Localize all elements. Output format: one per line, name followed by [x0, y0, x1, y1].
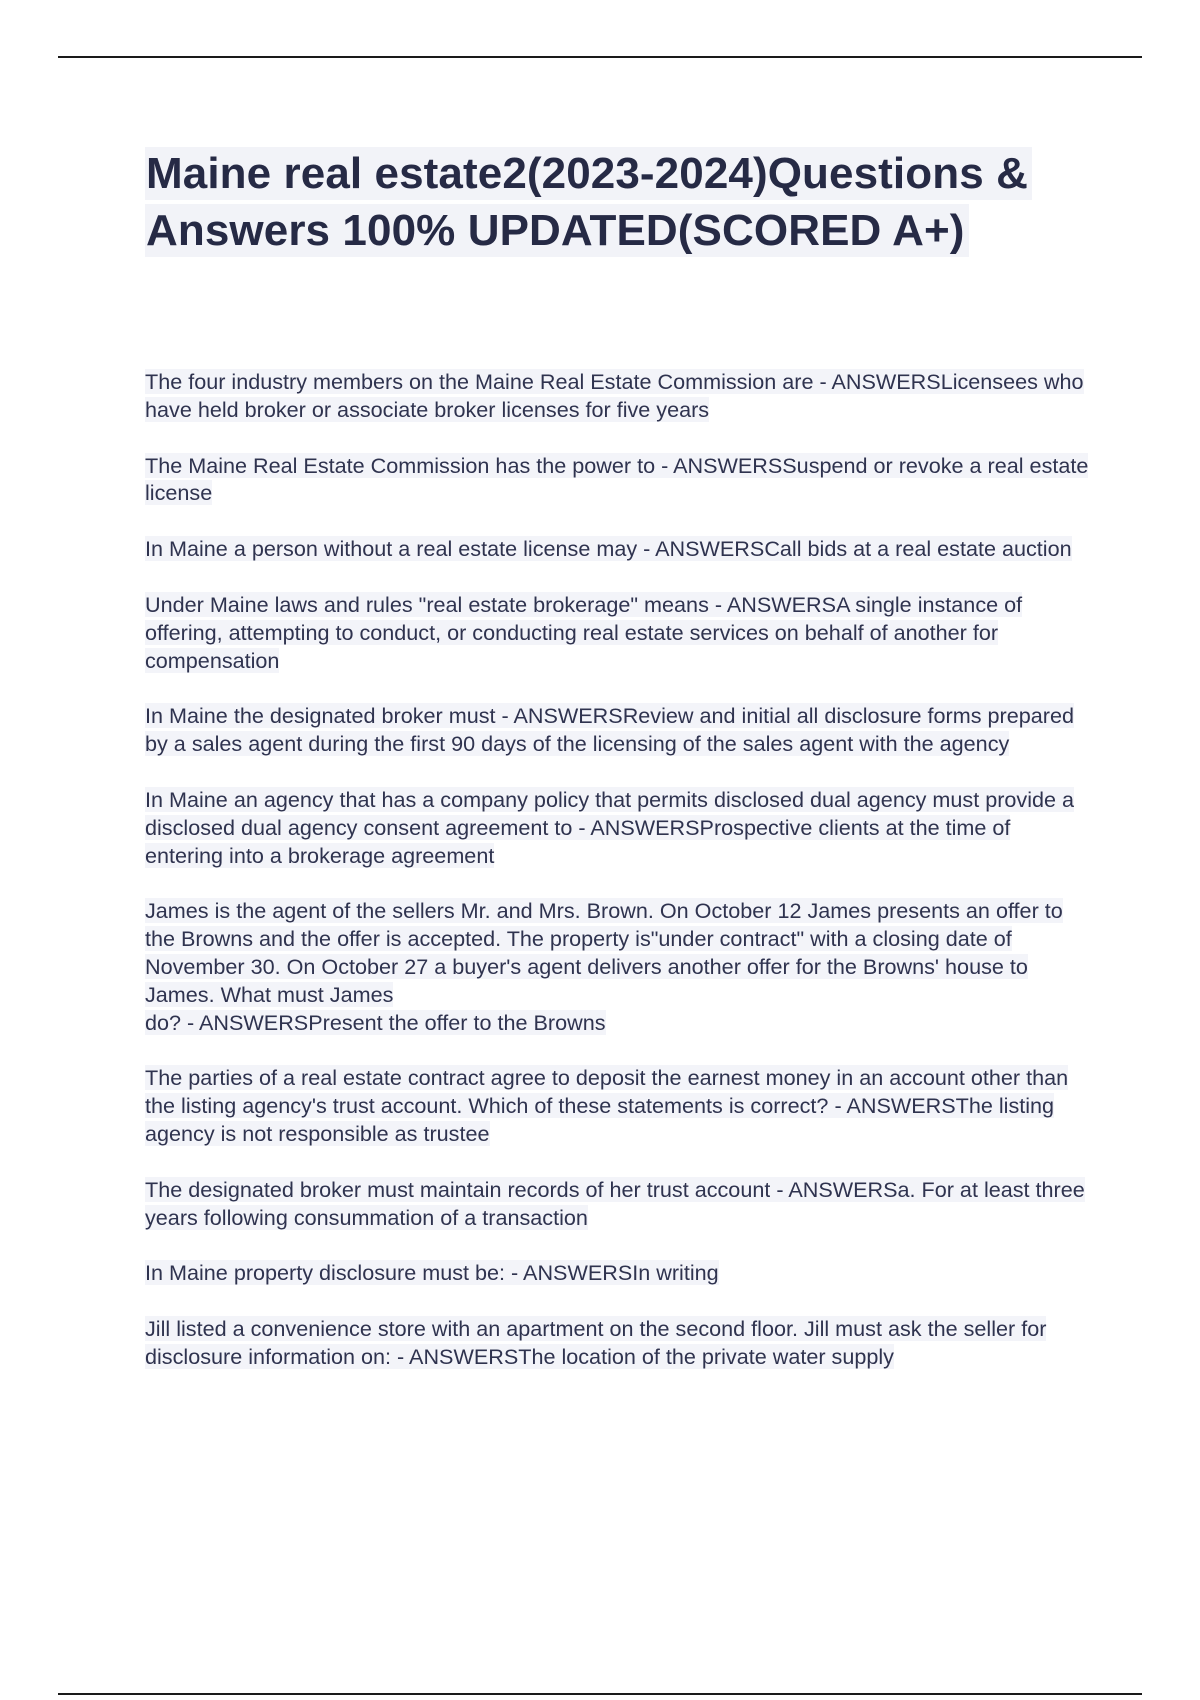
qa-item	[145, 1064, 1090, 1147]
qa-item-text	[145, 536, 1072, 561]
answer-separator: - ANSWERS	[505, 1260, 633, 1286]
qa-item	[145, 897, 1090, 1036]
bottom-rule	[58, 1693, 1142, 1695]
qa-item	[145, 535, 1090, 563]
answer-text: Call bids at a real estate auction	[764, 536, 1072, 562]
answer-text: Licensees who have held broker or associate broker licenses for five years	[145, 369, 1084, 422]
answer-text: Present the offer to the Browns	[308, 1009, 606, 1035]
qa-item-text	[145, 1260, 719, 1285]
qa-item	[145, 452, 1090, 508]
qa-item	[145, 591, 1090, 674]
qa-item-text	[145, 1065, 1068, 1146]
qa-item-text	[145, 1316, 1046, 1369]
qa-item	[145, 702, 1090, 758]
qa-list	[145, 368, 1090, 1399]
answer-separator: - ANSWERS	[495, 703, 623, 729]
answer-text: Suspend or revoke a real estate license	[145, 452, 1089, 506]
question-text: The designated broker must maintain records of her trust account	[145, 1176, 771, 1202]
question-text: In Maine an agency that has a company policy that permits disclosed dual agency must provide a disclosed dual agency consent agreement to	[145, 786, 1075, 840]
answer-text: The listing agency is not responsible as trustee	[145, 1093, 1055, 1146]
qa-item	[145, 1259, 1090, 1287]
question-text: The Maine Real Estate Commission has the power to	[145, 452, 656, 478]
answer-separator: - ANSWERS	[391, 1343, 519, 1369]
question-text: In Maine a person without a real estate license may	[145, 536, 638, 562]
qa-item-text	[145, 703, 1074, 756]
answer-separator: - ANSWERS	[828, 1093, 956, 1119]
answer-separator: - ANSWERS	[708, 591, 837, 617]
question-text: In Maine property disclosure must be:	[145, 1260, 506, 1286]
question-text: Jill listed a convenience store with an apartment on the second floor. Jill must ask the seller for disclosure information on:	[145, 1316, 1047, 1369]
qa-item	[145, 786, 1090, 869]
qa-item-text	[145, 787, 1074, 868]
answer-text: a. For at least three years following consummation of a transaction	[145, 1176, 1085, 1230]
answer-text: Prospective clients at the time of entering into a brokerage agreement	[145, 814, 1011, 868]
top-rule	[58, 56, 1142, 58]
qa-item	[145, 1315, 1090, 1371]
answer-text: Review and initial all disclosure forms prepared by a sales agent during the first 90 days of the licensing of the sales agent with the agency	[145, 703, 1074, 757]
question-text: The parties of a real estate contract agree to deposit the earnest money in an account other than the listing agency's trust account. Which of these statements is correct?	[145, 1065, 1069, 1119]
question-text: The four industry members on the Maine Real Estate Commission are	[145, 369, 814, 394]
answer-text: A single instance of offering, attempting to conduct, or conducting real estate services on behalf of another for compensation	[145, 591, 1023, 673]
answer-text: In writing	[632, 1260, 719, 1286]
answer-separator: - ANSWERS	[655, 452, 783, 478]
answer-separator: - ANSWERS	[181, 1009, 309, 1035]
answer-separator: - ANSWERS	[770, 1176, 898, 1202]
qa-item	[145, 368, 1090, 424]
answer-separator: - ANSWERS	[572, 814, 700, 840]
answer-separator: - ANSWERS	[813, 369, 941, 394]
qa-item-text	[145, 898, 1063, 1034]
document-title-text: Maine real estate2(2023-2024)Questions & Answers 100% UPDATED(SCORED A+)	[145, 147, 1032, 257]
question-text: Under Maine laws and rules "real estate brokerage" means	[145, 591, 709, 617]
answer-separator: - ANSWERS	[637, 536, 765, 562]
qa-item-text	[145, 453, 1088, 506]
document-title	[145, 145, 1090, 259]
question-text: In Maine the designated broker must	[145, 703, 496, 729]
qa-item-text	[145, 1177, 1085, 1230]
qa-item-text	[145, 592, 1022, 673]
qa-item	[145, 1176, 1090, 1232]
qa-item-text	[145, 369, 1084, 422]
question-text: James is the agent of the sellers Mr. and Mrs. Brown. On October 12 James presents an offer to the Browns and the offer is accepted. The property is"under contract" with a closing date of November 30. On October 27 a buyer's agent delivers another offer for the Browns' house to James. What must James do?	[145, 898, 1063, 1035]
answer-text: The location of the private water supply	[518, 1343, 894, 1369]
